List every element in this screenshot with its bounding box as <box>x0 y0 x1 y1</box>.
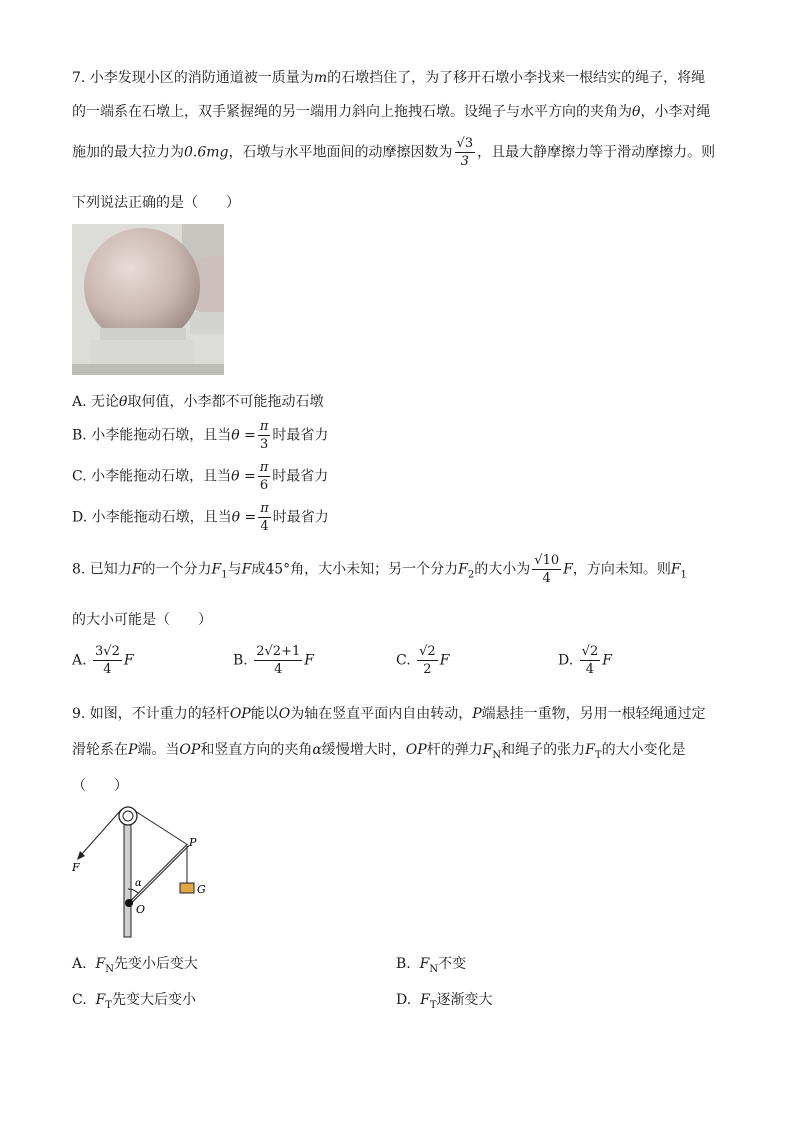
option-text: 先变小后变大 <box>113 956 198 972</box>
subscript: T <box>594 749 602 761</box>
angle-fraction <box>258 420 271 451</box>
var-FT: F <box>585 742 595 758</box>
option-label: C. <box>72 992 87 1008</box>
radicand: 10 <box>542 553 560 568</box>
q9-option-a[interactable] <box>72 953 198 975</box>
option-text: 时最省力 <box>272 509 329 526</box>
option-text: 先变大后变小 <box>111 992 196 1008</box>
q7-line-1 <box>72 67 705 87</box>
q9-text: 为轴在竖直平面内自由转动， <box>290 706 473 722</box>
rope-to-force <box>81 810 121 855</box>
option-text: 小李能拖动石墩，且当 <box>91 427 232 444</box>
var-O: O <box>278 706 291 722</box>
option-label: D. <box>396 992 412 1008</box>
option-text: 小李能拖动石墩，且当 <box>91 468 232 485</box>
rod-highlight <box>130 845 188 903</box>
q7-text: ，且最大静摩擦力等于滑动摩擦力。则 <box>477 144 716 161</box>
option-label: A. <box>72 956 87 972</box>
var-OP: OP <box>229 706 251 722</box>
var-P: P <box>128 742 138 758</box>
q9-text: 缓慢增大时， <box>321 742 406 758</box>
q8-text: 成45°角，大小未知；另一个分力 <box>251 561 459 578</box>
option-label: A. <box>72 652 87 669</box>
subscript: 1 <box>221 569 228 581</box>
q7-text: 施加的最大拉力为 <box>72 144 184 161</box>
var-F: F <box>123 652 134 669</box>
q9-text: 端。当 <box>137 742 180 758</box>
var-P: P <box>472 706 482 722</box>
label-o: O <box>136 903 146 916</box>
q7-text: ，石墩与水平地面间的动摩擦因数为 <box>228 144 453 161</box>
weight-block <box>180 883 194 893</box>
q7-option-a[interactable] <box>72 391 323 411</box>
q9-line-1 <box>72 703 706 723</box>
q9-option-c[interactable] <box>72 989 196 1011</box>
q9-text: 9. 如图，不计重力的轻杆 <box>72 706 230 722</box>
q9-text: 和绳子的张力 <box>501 742 586 758</box>
fraction-numerator: π <box>260 501 269 516</box>
q9-line-3: （ ） <box>72 778 128 794</box>
fraction-denominator: 4 <box>103 662 112 677</box>
label-g: G <box>197 883 206 896</box>
radicand: 2 <box>111 644 120 659</box>
coefficient: 3 <box>95 644 104 659</box>
mu-fraction: $\frac{√3}{3}$ <box>456 136 474 169</box>
option-fraction: $\frac{3√2}{4}$ <box>95 644 120 677</box>
q8-text: 的一个分力 <box>141 561 212 578</box>
q9-text: 端悬挂一重物，另用一根轻绳通过定 <box>481 706 706 722</box>
q8-text: ，方向未知。则 <box>572 561 671 578</box>
q7-option-d[interactable] <box>72 502 329 533</box>
var-m: m <box>313 70 328 86</box>
mu-numerator: 3 <box>464 136 474 151</box>
subscript: N <box>429 963 439 975</box>
option-text: 时最省力 <box>272 427 329 444</box>
subscript: T <box>429 999 437 1011</box>
subscript: N <box>492 749 502 761</box>
option-label: C. <box>396 652 411 669</box>
var-OP: OP <box>179 742 201 758</box>
q8-option-a[interactable] <box>72 645 134 676</box>
option-fraction: $\frac{2√2+1}{4}$ <box>256 644 301 677</box>
equation: θ = <box>231 468 256 485</box>
equation: θ = <box>231 509 257 526</box>
q9-text: 和竖直方向的夹角 <box>200 742 313 758</box>
option-label: B. <box>72 427 87 444</box>
var-theta: θ <box>119 394 128 410</box>
q7-text: 7. 小李发现小区的消防通道被一质量为 <box>72 70 314 86</box>
var-F: F <box>304 652 314 669</box>
q7-text: 的石墩挡住了，为了移开石墩小李找来一根结实的绳子，将绳 <box>327 70 706 86</box>
f2-fraction: $\frac{√10}{4}$ <box>534 553 560 586</box>
var-FN: F <box>419 956 430 972</box>
q9-text: 能以 <box>250 706 279 722</box>
fraction-numerator: π <box>259 419 269 434</box>
q9-text: 的大小变化是 <box>601 742 686 758</box>
subscript: N <box>105 963 114 975</box>
q8-option-d[interactable] <box>558 645 612 676</box>
fraction-denominator: 4 <box>274 662 283 677</box>
diagram-svg <box>72 803 222 943</box>
q7-option-b[interactable] <box>72 420 328 451</box>
option-fraction: $\frac{√2}{2}$ <box>419 644 436 677</box>
option-label: D. <box>558 652 574 669</box>
fraction-numerator: π <box>259 460 269 475</box>
q8-line-2: 的大小可能是（ ） <box>72 612 212 628</box>
label-alpha: α <box>135 878 142 889</box>
lever-pulley-diagram <box>72 803 222 943</box>
equation: θ = <box>231 427 256 444</box>
label-f: F <box>72 861 80 874</box>
option-label: B. <box>396 956 411 972</box>
subscript: 1 <box>680 569 687 581</box>
var-OP: OP <box>405 742 427 758</box>
stone-pier-photo <box>72 224 224 375</box>
pulley-inner <box>123 811 133 821</box>
var-F: F <box>241 561 252 578</box>
q9-text: 滑轮系在 <box>72 742 128 758</box>
option-text: 逐渐变大 <box>436 992 493 1008</box>
var-F1: F <box>670 561 681 578</box>
var-alpha: α <box>312 742 322 758</box>
radicand: 2 <box>272 644 282 659</box>
q7-text: ，小李对绳 <box>640 104 711 120</box>
var-FN: F <box>482 742 493 758</box>
var-FT: F <box>420 992 430 1008</box>
fraction-denominator: 2 <box>423 662 432 677</box>
var-FT: F <box>95 992 106 1008</box>
option-text: 无论 <box>91 394 120 410</box>
coefficient: 2 <box>256 644 265 659</box>
angle-fraction <box>258 461 271 492</box>
q7-line-3 <box>72 137 715 168</box>
fraction-denominator: 3 <box>259 437 269 452</box>
angle-fraction <box>258 502 271 533</box>
rope-to-p <box>135 811 188 845</box>
option-text: 不变 <box>438 956 467 972</box>
var-FN: F <box>95 956 106 972</box>
var-F: F <box>563 561 573 578</box>
var-F1: F <box>211 561 222 578</box>
option-label: D. <box>72 509 88 526</box>
q8-text: 与 <box>227 561 242 578</box>
option-fraction: $\frac{√2}{4}$ <box>581 644 599 677</box>
var-F: F <box>131 561 142 578</box>
max-force: 0.6mg <box>184 144 229 161</box>
fraction-denominator: 4 <box>260 519 269 534</box>
q8-option-c[interactable] <box>396 645 449 676</box>
q8-line-1 <box>72 554 687 585</box>
subscript: T <box>105 999 112 1011</box>
q7-line-2 <box>72 101 710 121</box>
mu-denominator: 3 <box>460 154 469 169</box>
q9-option-b[interactable] <box>396 953 466 975</box>
fraction-denominator: 4 <box>542 571 551 586</box>
option-text: 取何值，小李都不可能拖动石墩 <box>127 394 324 410</box>
q8-text: 的大小为 <box>474 561 531 578</box>
var-theta: θ <box>632 104 641 120</box>
fraction-denominator: 6 <box>259 478 269 493</box>
option-text: 小李能拖动石墩，且当 <box>91 509 232 526</box>
pivot-icon <box>125 899 133 907</box>
q7-text: 的一端系在石墩上，双手紧握绳的另一端用力斜向上拖拽石墩。设绳子与水平方向的夹角为 <box>72 104 632 120</box>
subscript: 2 <box>467 569 475 581</box>
q9-text: 杆的弹力 <box>426 742 483 758</box>
plus-one: +1 <box>281 644 301 659</box>
option-label: A. <box>72 394 87 410</box>
q8-option-b[interactable] <box>233 645 314 676</box>
option-label: C. <box>72 468 87 485</box>
radicand: 2 <box>427 644 436 659</box>
q9-line-2 <box>72 739 686 761</box>
option-text: 时最省力 <box>272 468 329 485</box>
var-F2: F <box>458 561 468 578</box>
vertical-pole <box>124 817 131 937</box>
q9-option-d[interactable] <box>396 989 492 1011</box>
var-F: F <box>439 652 450 669</box>
q7-option-c[interactable] <box>72 461 328 492</box>
option-label: B. <box>233 652 248 669</box>
var-F: F <box>602 652 612 669</box>
label-p: P <box>189 836 197 849</box>
radicand: 2 <box>589 644 599 659</box>
q8-text: 8. 已知力 <box>72 561 132 578</box>
q7-line-4: 下列说法正确的是（ ） <box>72 195 240 211</box>
fraction-denominator: 4 <box>585 662 595 677</box>
